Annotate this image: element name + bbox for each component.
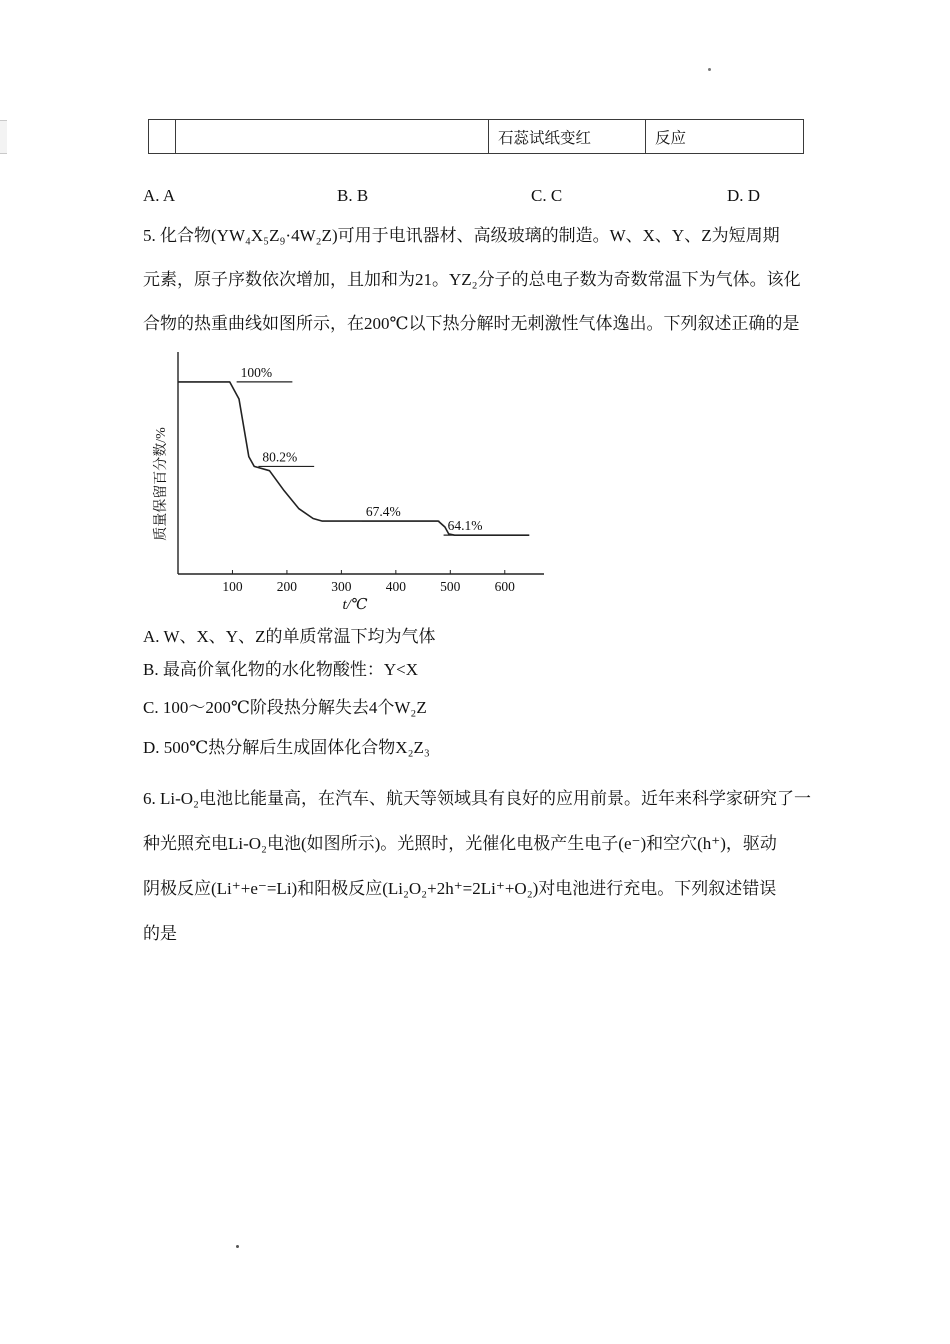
question6-line-1: 6. Li-O₂电池比能量高，在汽车、航天等领域具有良好的应用前景。近年来科学家研究了一: [143, 789, 811, 808]
table-cell-litmus: 石蕊试纸变红: [489, 120, 646, 154]
question5-option-d: D. 500℃热分解后生成固体化合物X₂Z₃: [143, 738, 430, 757]
svg-text:100%: 100%: [240, 364, 273, 380]
question5-option-b: B. 最高价氧化物的水化物酸性：Y<X: [143, 660, 418, 679]
question6-line-3: 阴极反应(Li⁺+e⁻=Li)和阳极反应(Li₂O₂+2h⁺=2Li⁺+O₂)对电池进行充电。下列叙述错误: [143, 879, 777, 898]
thermogravimetric-chart: [148, 344, 568, 629]
table-cell-empty-wide: [176, 120, 489, 154]
question5-line-3: 合物的热重曲线如图所示，在200℃以下热分解时无刺激性气体逸出。下列叙述正确的是: [143, 314, 800, 333]
svg-text:400: 400: [385, 579, 406, 594]
question4-table-fragment: [148, 119, 804, 154]
question6-stem: [143, 776, 833, 956]
table-row: [149, 120, 804, 154]
stray-dot-bottom: [236, 1245, 239, 1248]
svg-text:67.4%: 67.4%: [365, 504, 401, 520]
svg-text:200: 200: [276, 579, 298, 594]
question5-stem: [143, 214, 833, 346]
question6-line-4: 的是: [143, 924, 177, 943]
svg-text:80.2%: 80.2%: [262, 449, 298, 465]
table-cell-reaction: 反应: [646, 120, 804, 154]
option-d: D. D: [727, 186, 761, 205]
chart-y-axis-label: 质量保留百分数/%: [154, 427, 169, 541]
chart-plot-area: [148, 344, 548, 594]
question5-option-c: C. 100～200℃阶段热分解失去4个W₂Z: [143, 698, 427, 717]
table-cell-empty-narrow: [149, 120, 176, 154]
option-a: A. A: [143, 186, 176, 205]
question6-line-2: 种光照充电Li-O₂电池(如图所示)。光照时，光催化电极产生电子(e⁻)和空穴(h⁺)，驱动: [143, 834, 777, 853]
question4-answer-options: [143, 186, 823, 210]
svg-text:300: 300: [331, 579, 352, 594]
chart-x-axis-label: t/℃: [342, 597, 368, 613]
svg-text:600: 600: [494, 579, 515, 594]
page-edge-artifact: [0, 120, 7, 154]
svg-text:100: 100: [222, 579, 243, 594]
question5-option-a: A. W、X、Y、Z的单质常温下均为气体: [143, 627, 436, 646]
stray-dot-top: [708, 68, 711, 71]
question5-line-2: 元素，原子序数依次增加，且加和为21。YZ₂分子的总电子数为奇数常温下为气体。该化: [143, 270, 801, 289]
option-b: B. B: [337, 186, 369, 205]
question5-line-1: 5. 化合物(YW₄X₅Z₉·4W₂Z)可用于电讯器材、高级玻璃的制造。W、X、Y、Z为短周期: [143, 226, 780, 245]
svg-text:500: 500: [440, 579, 461, 594]
svg-text:64.1%: 64.1%: [447, 518, 483, 534]
option-c: C. C: [531, 186, 563, 205]
